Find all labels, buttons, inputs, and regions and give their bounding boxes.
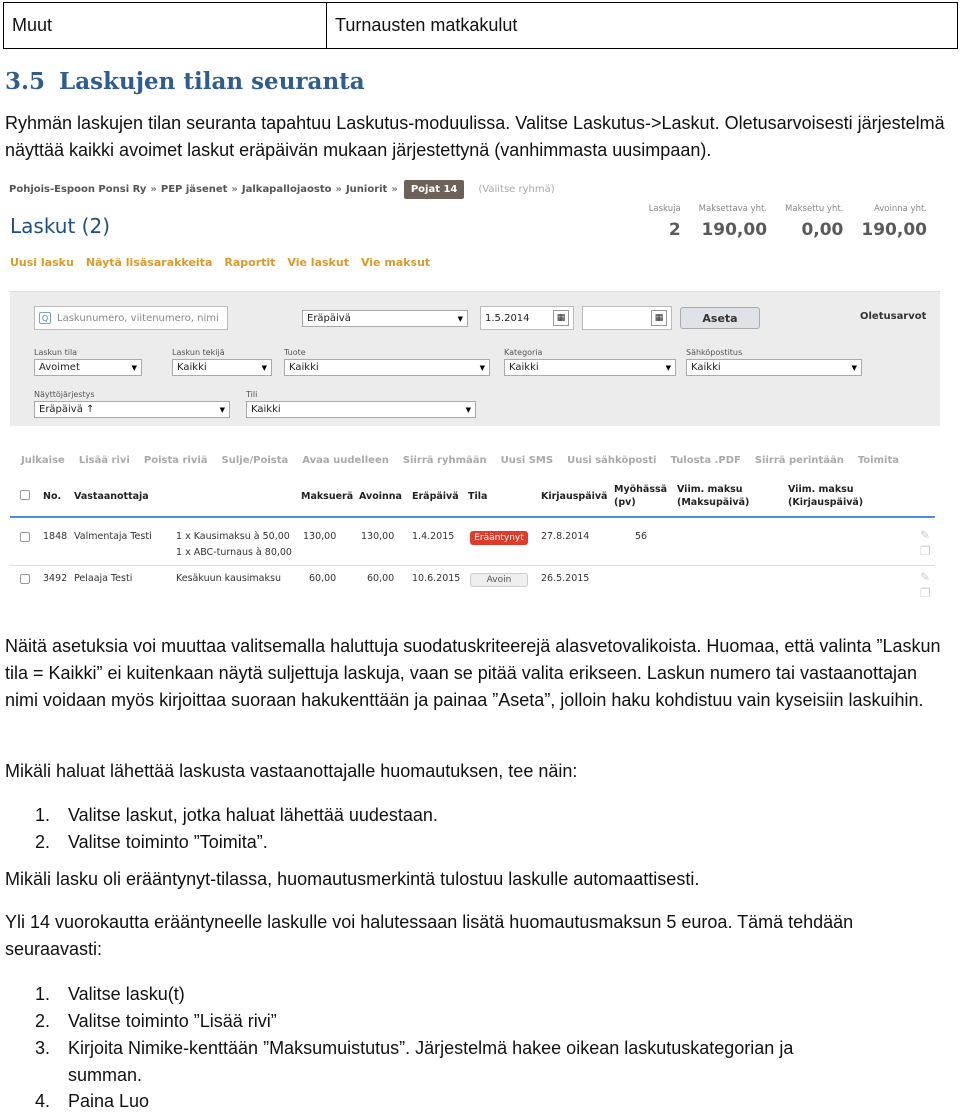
section-number: 3.5 xyxy=(5,68,46,95)
col-due-date[interactable]: Eräpäivä xyxy=(412,491,459,502)
summary-value: 190,00 xyxy=(701,220,768,240)
status-filter-label: Laskun tila xyxy=(34,348,78,357)
chevron-down-icon: ▼ xyxy=(219,405,225,414)
choose-group-link[interactable]: (Valitse ryhmä) xyxy=(478,184,555,195)
reports-link[interactable]: Raportit xyxy=(224,256,276,269)
intro-paragraph: Ryhmän laskujen tilan seuranta tapahtuu Laskutus-moduulissa. Valitse Laskutus->Laskut. Oletusarvoisesti järjestelmä näyttää kaikki avoimet laskut eräpäivän mukaan järjestettynä (vanhimmasta uusimpaan). xyxy=(5,113,945,160)
settings-paragraph: Näitä asetuksia voi muuttaa valitsemalla haluttuja suodatuskriteerejä alasvetovalikoista. Huomaa, että valinta ”Laskun tila = Kaikki” ei kuitenkaan näytä suljettuja laskuja, vaan se pitää valita erikseen. Laskun numero tai vastaanottajan nimi voidaan myös kirjoittaa suoraan hakukenttään ja painaa ”Aseta”, jolloin haku kohdistuu vain kyseisiin laskuihin. xyxy=(5,636,941,710)
header-right: Turnausten matkakulut xyxy=(335,15,518,35)
section-title: Laskujen tilan seuranta xyxy=(59,68,365,95)
email-filter-select[interactable] xyxy=(686,359,862,376)
move-to-group-action[interactable]: Siirrä ryhmään xyxy=(402,455,487,466)
list-text: Kirjoita Nimike-kenttään ”Maksumuistutus”. Järjestelmä hakee oikean laskutuskategorian ja xyxy=(68,1038,794,1058)
invoice-item: 1 x Kausimaksu à 50,00 xyxy=(176,531,290,542)
breadcrumb-active-group[interactable]: Pojat 14 xyxy=(404,180,465,199)
apply-button[interactable]: Aseta xyxy=(680,307,760,329)
search-icon: Q xyxy=(39,312,51,324)
select-value: Eräpäivä xyxy=(307,313,351,324)
new-sms-action[interactable]: Uusi SMS xyxy=(500,455,554,466)
date-from-field[interactable] xyxy=(480,306,574,330)
col-entry-date[interactable]: Kirjauspäivä xyxy=(541,491,608,502)
due-date: 1.4.2015 xyxy=(412,531,455,542)
chevron-down-icon: ▼ xyxy=(665,363,671,372)
recipient-name[interactable]: Valmentaja Testi xyxy=(74,531,152,542)
select-value: Kaikki xyxy=(177,362,207,373)
deliver-action[interactable]: Toimita xyxy=(857,455,899,466)
date-to-field[interactable] xyxy=(582,306,672,330)
select-value: Kaikki xyxy=(691,362,721,373)
list-number: 2. xyxy=(35,832,51,852)
col-installment[interactable]: Maksuerä xyxy=(301,491,354,502)
chevron-down-icon: ▼ xyxy=(851,363,857,372)
breadcrumb-item[interactable]: Juniorit xyxy=(345,184,388,195)
search-input[interactable] xyxy=(34,306,228,330)
summary-payable xyxy=(699,204,767,240)
chevron-down-icon: ▼ xyxy=(479,363,485,372)
list-number: 4. xyxy=(35,1091,51,1111)
col-late-days-line2: (pv) xyxy=(614,497,636,508)
col-open[interactable]: Avoinna xyxy=(359,491,402,502)
close-delete-action[interactable]: Sulje/Poista xyxy=(221,455,289,466)
col-status[interactable]: Tila xyxy=(468,491,488,502)
invoice-item: Kesäkuun kausimaksu xyxy=(176,573,281,584)
select-value: Kaikki xyxy=(509,362,539,373)
row-checkbox[interactable] xyxy=(20,574,30,584)
row-checkbox[interactable] xyxy=(20,532,30,542)
list-item xyxy=(35,1008,277,1035)
section-heading xyxy=(5,68,365,95)
reopen-action[interactable]: Avaa uudelleen xyxy=(302,455,389,466)
list-number: 2. xyxy=(35,1011,51,1031)
invoices-screenshot xyxy=(5,176,955,613)
list-number: 3. xyxy=(35,1038,51,1058)
sort-order-select[interactable] xyxy=(34,401,230,418)
calendar-icon[interactable]: ▦ xyxy=(651,310,667,326)
list-text: Valitse laskut, jotka haluat lähettää uudestaan. xyxy=(68,805,438,825)
date-from-value: 1.5.2014 xyxy=(485,312,530,324)
list-text: Valitse toiminto ”Toimita”. xyxy=(68,832,268,852)
breadcrumb-item[interactable]: Jalkapallojaosto xyxy=(241,184,332,195)
breadcrumb-item[interactable]: Pohjois-Espoon Ponsi Ry xyxy=(9,184,147,195)
bulk-action-toolbar xyxy=(21,455,899,466)
col-last-payment[interactable] xyxy=(677,483,749,509)
delete-rows-action[interactable]: Poista riviä xyxy=(143,455,208,466)
defaults-link[interactable]: Oletusarvot xyxy=(860,311,927,322)
breadcrumb-separator: » xyxy=(231,184,238,195)
due-date: 10.6.2015 xyxy=(412,573,461,584)
invoice-number[interactable]: 3492 xyxy=(43,573,68,584)
list-item xyxy=(35,802,438,829)
product-filter-label: Tuote xyxy=(284,348,306,357)
list-item-continuation: summan. xyxy=(68,1065,143,1085)
list-item xyxy=(35,829,268,856)
export-payments-link[interactable]: Vie maksut xyxy=(360,256,431,269)
action-links xyxy=(10,256,430,269)
col-last-payment-line2: (Maksupäivä) xyxy=(677,497,750,508)
chevron-down-icon: ▼ xyxy=(261,363,267,372)
send-to-collection-action[interactable]: Siirrä perintään xyxy=(754,455,844,466)
col-no[interactable]: No. xyxy=(43,491,62,502)
copy-icon[interactable]: ❐ xyxy=(920,586,931,600)
edit-icon[interactable]: ✎ xyxy=(920,570,931,584)
summary-label: Laskuja xyxy=(648,204,681,214)
show-columns-link[interactable]: Näytä lisäsarakkeita xyxy=(85,256,213,269)
chevron-down-icon: ▼ xyxy=(465,405,471,414)
invoice-item: 1 x ABC-turnaus à 80,00 xyxy=(176,547,292,558)
publish-action[interactable]: Julkaise xyxy=(21,455,65,466)
list-number: 1. xyxy=(35,984,51,1004)
col-last-payment-entry-line2: (Kirjauspäivä) xyxy=(788,497,864,508)
reminder-intro: Mikäli haluat lähettää laskusta vastaanottajalle huomautuksen, tee näin: xyxy=(5,761,578,781)
select-all-checkbox[interactable] xyxy=(20,490,30,500)
summary-label: Maksettu yht. xyxy=(785,204,844,214)
creator-filter-select[interactable] xyxy=(172,359,272,376)
select-value: Kaikki xyxy=(289,362,319,373)
list-text: Paina Luo xyxy=(68,1091,150,1111)
breadcrumb-item[interactable]: PEP jäsenet xyxy=(160,184,228,195)
open-amount: 130,00 xyxy=(361,531,395,542)
list-text: Valitse lasku(t) xyxy=(68,984,185,1004)
summary-value: 2 xyxy=(668,220,681,240)
print-pdf-action[interactable]: Tulosta .PDF xyxy=(670,455,741,466)
overdue-note: Mikäli lasku oli erääntynyt-tilassa, huomautusmerkintä tulostuu laskulle automaattisesti. xyxy=(5,869,700,889)
list-item xyxy=(35,1088,149,1115)
list-item xyxy=(35,981,185,1008)
installment-amount: 130,00 xyxy=(303,531,337,542)
status-badge: Avoin xyxy=(470,573,528,587)
creator-filter-label: Laskun tekijä xyxy=(172,348,225,357)
product-filter-select[interactable] xyxy=(284,359,490,376)
header-left: Muut xyxy=(4,3,327,48)
recipient-name[interactable]: Pelaaja Testi xyxy=(74,573,133,584)
summary-open xyxy=(861,204,927,240)
summary-value: 190,00 xyxy=(861,220,927,240)
account-filter-select[interactable] xyxy=(246,401,476,418)
summary-count xyxy=(649,204,681,240)
list-item xyxy=(35,1035,793,1062)
invoice-number[interactable]: 1848 xyxy=(43,531,68,542)
breadcrumb-separator: » xyxy=(335,184,342,195)
select-value: Eräpäivä ↑ xyxy=(39,404,95,415)
chevron-down-icon: ▼ xyxy=(131,363,137,372)
row-divider xyxy=(10,565,935,566)
list-number: 1. xyxy=(35,805,51,825)
col-last-payment-entry[interactable] xyxy=(788,483,863,509)
header-table xyxy=(3,2,958,49)
entry-date: 26.5.2015 xyxy=(541,573,590,584)
chevron-down-icon: ▼ xyxy=(457,314,463,323)
date-field-select[interactable] xyxy=(302,310,468,327)
summary-label: Avoinna yht. xyxy=(873,204,927,214)
col-last-payment-entry-line1: Viim. maksu xyxy=(788,484,854,495)
new-email-action[interactable]: Uusi sähköposti xyxy=(567,455,657,466)
col-recipient[interactable]: Vastaanottaja xyxy=(74,491,149,502)
late-days: 56 xyxy=(635,531,648,542)
edit-icon[interactable]: ✎ xyxy=(920,528,931,542)
breadcrumb-separator: » xyxy=(150,184,157,195)
breadcrumb xyxy=(9,180,555,199)
filter-panel xyxy=(10,291,940,426)
export-invoices-link[interactable]: Vie laskut xyxy=(287,256,349,269)
header-divider xyxy=(10,516,935,518)
new-invoice-link[interactable]: Uusi lasku xyxy=(10,256,74,269)
category-filter-label: Kategoria xyxy=(504,348,543,357)
status-filter-select[interactable] xyxy=(34,359,142,376)
breadcrumb-separator: » xyxy=(391,184,398,195)
status-badge: Erääntynyt xyxy=(470,531,528,545)
open-amount: 60,00 xyxy=(367,573,395,584)
select-value: Kaikki xyxy=(251,404,281,415)
col-late-days-line1: Myöhässä xyxy=(614,484,668,495)
col-late-days[interactable] xyxy=(614,483,667,509)
fee-paragraph: Yli 14 vuorokautta erääntyneelle laskulle voi halutessaan lisätä huomautusmaksun 5 euroa. Tämä tehdään seuraavasti: xyxy=(5,912,854,959)
copy-icon[interactable]: ❐ xyxy=(920,544,931,558)
list-text: Valitse toiminto ”Lisää rivi” xyxy=(68,1011,277,1031)
installment-amount: 60,00 xyxy=(309,573,337,584)
summary-panel xyxy=(649,204,927,240)
summary-value: 0,00 xyxy=(801,220,844,240)
category-filter-select[interactable] xyxy=(504,359,676,376)
page-title: Laskut (2) xyxy=(10,214,110,238)
summary-label: Maksettava yht. xyxy=(698,204,768,214)
email-filter-label: Sähköpostitus xyxy=(686,348,743,357)
summary-paid xyxy=(785,204,843,240)
select-value: Avoimet xyxy=(39,362,80,373)
col-last-payment-line1: Viim. maksu xyxy=(677,484,743,495)
account-filter-label: Tili xyxy=(246,390,258,399)
add-row-action[interactable]: Lisää rivi xyxy=(78,455,130,466)
entry-date: 27.8.2014 xyxy=(541,531,590,542)
search-placeholder: Laskunumero, viitenumero, nimi xyxy=(57,312,219,324)
sort-order-label: Näyttöjärjestys xyxy=(34,390,95,399)
calendar-icon[interactable]: ▦ xyxy=(553,310,569,326)
